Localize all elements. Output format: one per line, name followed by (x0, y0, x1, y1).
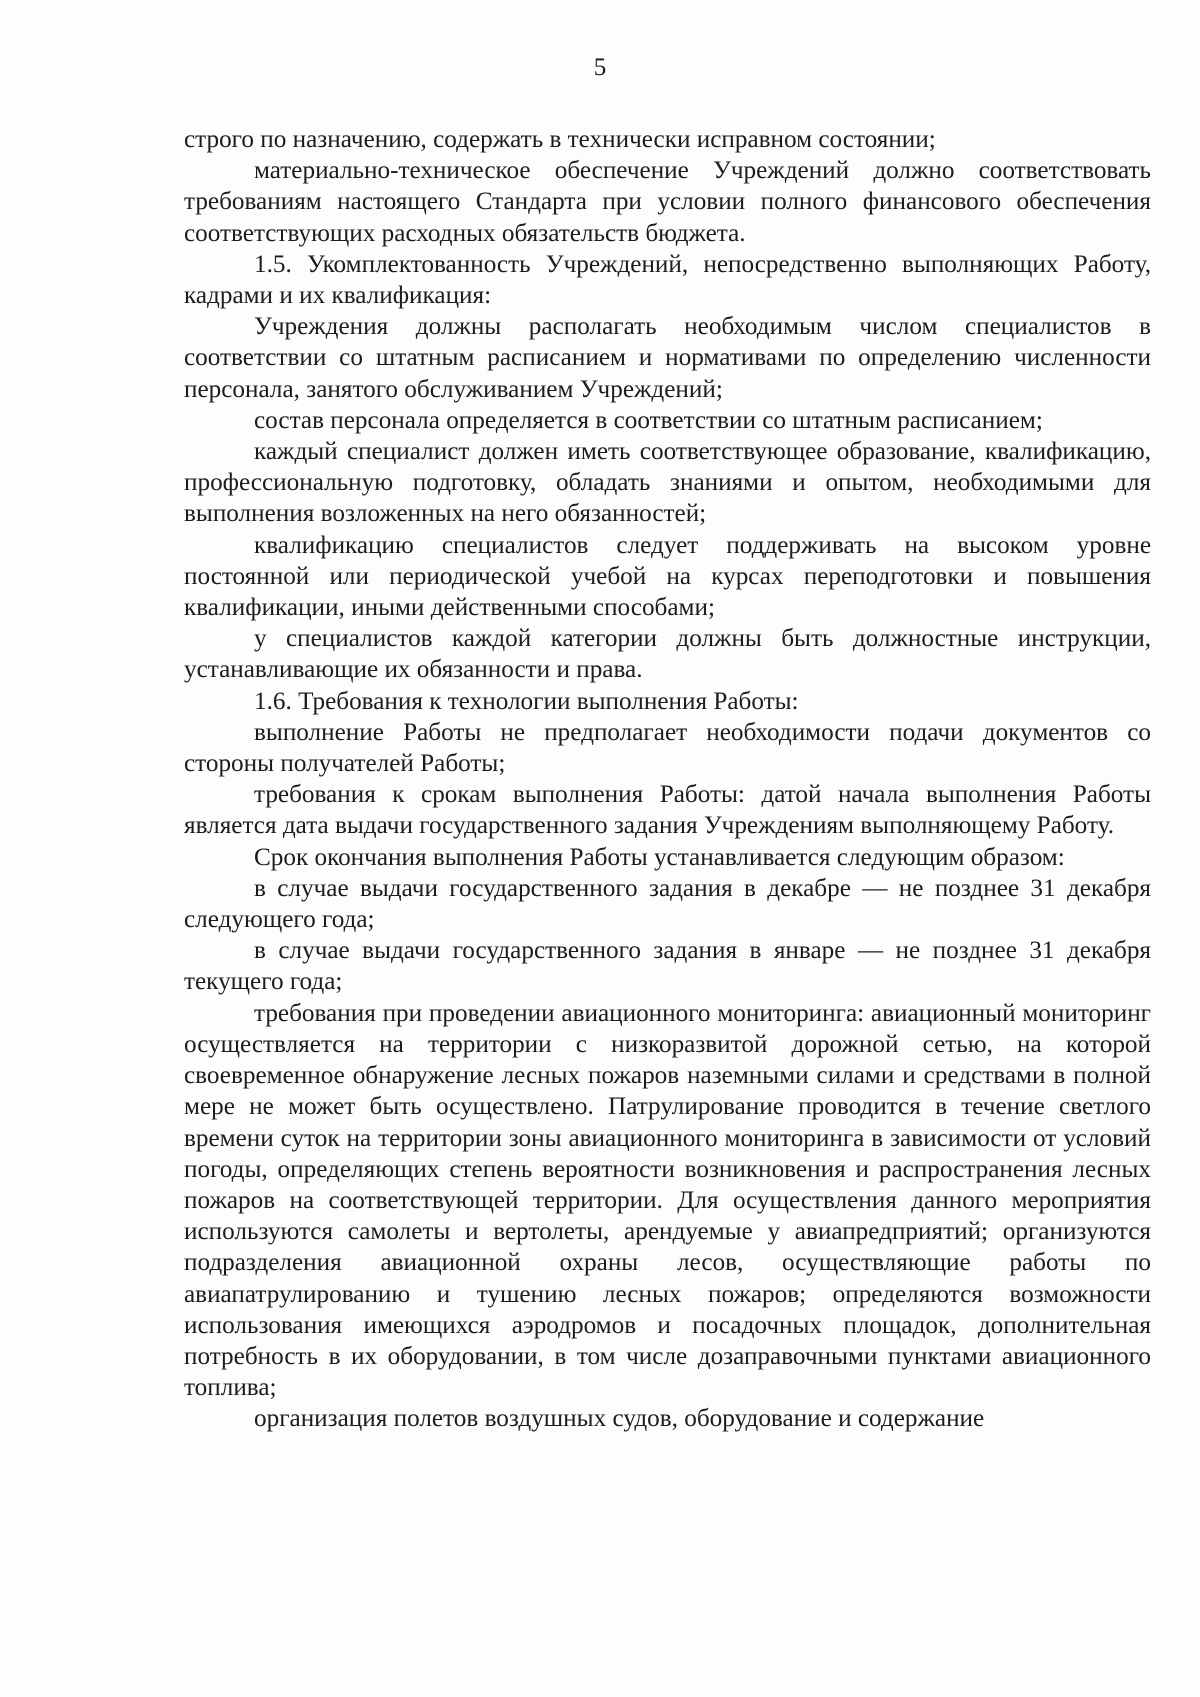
document-body (184, 124, 1151, 1435)
section-heading-1-5: 1.5. Укомплектованность Учреждений, непосредственно выполняющих Работу, кадрами и их квалификация: (184, 250, 1151, 310)
paragraph: материально-техническое обеспечение Учреждений должно соответствовать требованиям настоящего Стандарта при условии полного финансового обеспечения соответствующих расходных обязательств бюджета. (184, 157, 1151, 247)
paragraph: строго по назначению, содержать в технически исправном состоянии; (184, 126, 936, 153)
paragraph: каждый специалист должен иметь соответствующее образование, квалификацию, профессиональную подготовку, обладать знаниями и опытом, необходимыми для выполнения возложенных на него обязанностей; (184, 438, 1151, 528)
paragraph: у специалистов каждой категории должны быть должностные инструкции, устанавливающие их обязанности и права. (184, 625, 1151, 684)
paragraph: в случае выдачи государственного задания в декабре — не позднее 31 декабря следующего года; (184, 874, 1151, 934)
paragraph: квалификацию специалистов следует поддерживать на высоком уровне постоянной или периодической учебой на курсах переподготовки и повышения квалификации, иными действенными способами; (184, 531, 1151, 622)
paragraph: требования к срокам выполнения Работы: датой начала выполнения Работы является дата выдачи государственного задания Учреждениям выполняющему Работу. (184, 781, 1151, 840)
section-heading-1-6: 1.6. Требования к технологии выполнения Работы: (254, 687, 799, 715)
paragraph: требования при проведении авиационного мониторинга: авиационный мониторинг осуществляется на территории с низкоразвитой дорожной сетью, на которой своевременное обнаружение лесных пожаров наземными силами и средствами в полной мере не может быть осуществлено. Патрулирование проводится в течение светлого времени суток на территории зоны авиационного мониторинга в зависимости от условий погоды, определяющих степень вероятности возникновения и распространения лесных пожаров на соответствующей территории. Для осуществления данного мероприятия используются самолеты и вертолеты, арендуемые у авиапредприятий; организуются подразделения авиационной охраны лесов, осуществляющие работы по авиапатрулированию и тушению лесных пожаров; определяются возможности использования имеющихся аэродромов и посадочных площадок, дополнительная потребность в их оборудовании, в том числе дозаправочными пунктами авиационного топлива; (184, 999, 1151, 1402)
paragraph: выполнение Работы не предполагает необходимости подачи документов со стороны получателей Работы; (184, 718, 1151, 778)
paragraph: Учреждения должны располагать необходимым числом специалистов в соответствии со штатным расписанием и нормативами по определению численности персонала, занятого обслуживанием Учреждений; (184, 313, 1151, 403)
paragraph: в случае выдачи государственного задания в январе — не позднее 31 декабря текущего года; (184, 937, 1151, 996)
paragraph: состав персонала определяется в соответствии со штатным расписанием; (254, 406, 1043, 434)
paragraph: Срок окончания выполнения Работы устанавливается следующим образом: (254, 843, 1065, 871)
page-number: 5 (593, 54, 607, 81)
paragraph: организация полетов воздушных судов, оборудование и содержание (254, 1405, 985, 1433)
